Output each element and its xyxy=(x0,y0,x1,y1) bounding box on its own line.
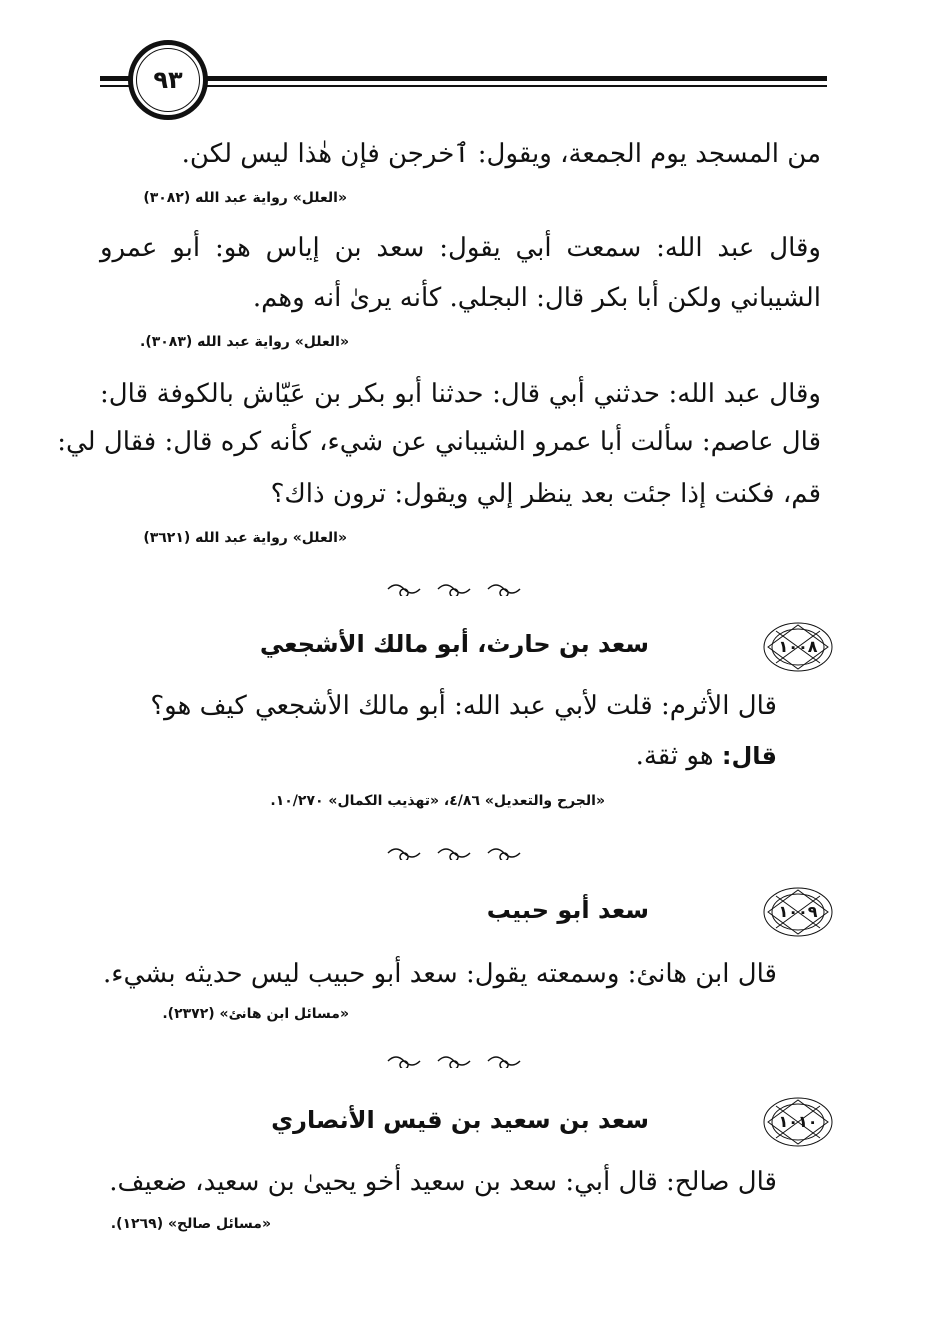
source-citation: «الجرح والتعديل» ٤/٨٦، «تهذيب الكمال» ١٠/٢٧٠. xyxy=(270,793,605,809)
entry-number: ١٠٠٩ xyxy=(778,902,818,921)
entry-number: ١٠١٠ xyxy=(778,1112,818,1131)
entry-title: سعد بن حارث، أبو مالك الأشجعي xyxy=(259,630,649,658)
entry-title: سعد أبو حبيب xyxy=(486,896,649,924)
speaker-label: قال: xyxy=(721,742,777,770)
text-line: وقال عبد الله: حدثني أبي قال: حدثنا أبو بكر بن عَيّاش بالكوفة قال: xyxy=(100,379,821,409)
page-number: ٩٣ xyxy=(153,66,183,94)
header-rule-thick xyxy=(100,76,827,81)
entry-number: ١٠٠٨ xyxy=(778,637,818,656)
source-citation: «العلل» رواية عبد الله (٣٦٢١) xyxy=(143,530,347,546)
source-citation: «العلل» رواية عبد الله (٣٠٨٣). xyxy=(140,334,349,350)
entry-title: سعد بن سعيد بن قيس الأنصاري xyxy=(271,1106,649,1134)
text-line xyxy=(636,736,777,776)
text-line: من المسجد يوم الجمعة، ويقول: ٱخرجن فإن هٰذا ليس لكن. xyxy=(181,139,821,169)
section-divider-ornament xyxy=(380,582,540,596)
text-line: قال صالح: قال أبي: سعد بن سعيد أخو يحيىٰ بن سعيد، ضعيف. xyxy=(109,1167,777,1197)
page-number-badge xyxy=(128,40,208,120)
text-line: قال ابن هانئ: وسمعته يقول: سعد أبو حبيب ليس حديثه بشيء. xyxy=(102,959,777,989)
source-citation: «العلل» رواية عبد الله (٣٠٨٢) xyxy=(143,190,347,206)
text-line: وقال عبد الله: سمعت أبي يقول: سعد بن إياس هو: أبو عمرو xyxy=(100,233,821,263)
text-line: قم، فكنت إذا جئت بعد ينظر إلي ويقول: ترون ذاك؟ xyxy=(270,479,821,509)
source-citation: «مسائل صالح» (١٢٦٩). xyxy=(110,1216,271,1232)
text-line: قال عاصم: سألت أبا عمرو الشيباني عن شيء، كأنه كره قال: فقال لي: xyxy=(57,427,821,457)
text-line: قال الأثرم: قلت لأبي عبد الله: أبو مالك الأشجعي كيف هو؟ xyxy=(150,691,777,721)
section-divider-ornament xyxy=(380,846,540,860)
statement-text: هو ثقة. xyxy=(635,741,722,771)
section-divider-ornament xyxy=(380,1054,540,1068)
header-rule-thin xyxy=(100,85,827,87)
source-citation: «مسائل ابن هانئ» (٢٣٧٢). xyxy=(162,1006,349,1022)
text-line: الشيباني ولكن أبا بكر قال: البجلي. كأنه يرىٰ أنه وهم. xyxy=(252,283,821,313)
